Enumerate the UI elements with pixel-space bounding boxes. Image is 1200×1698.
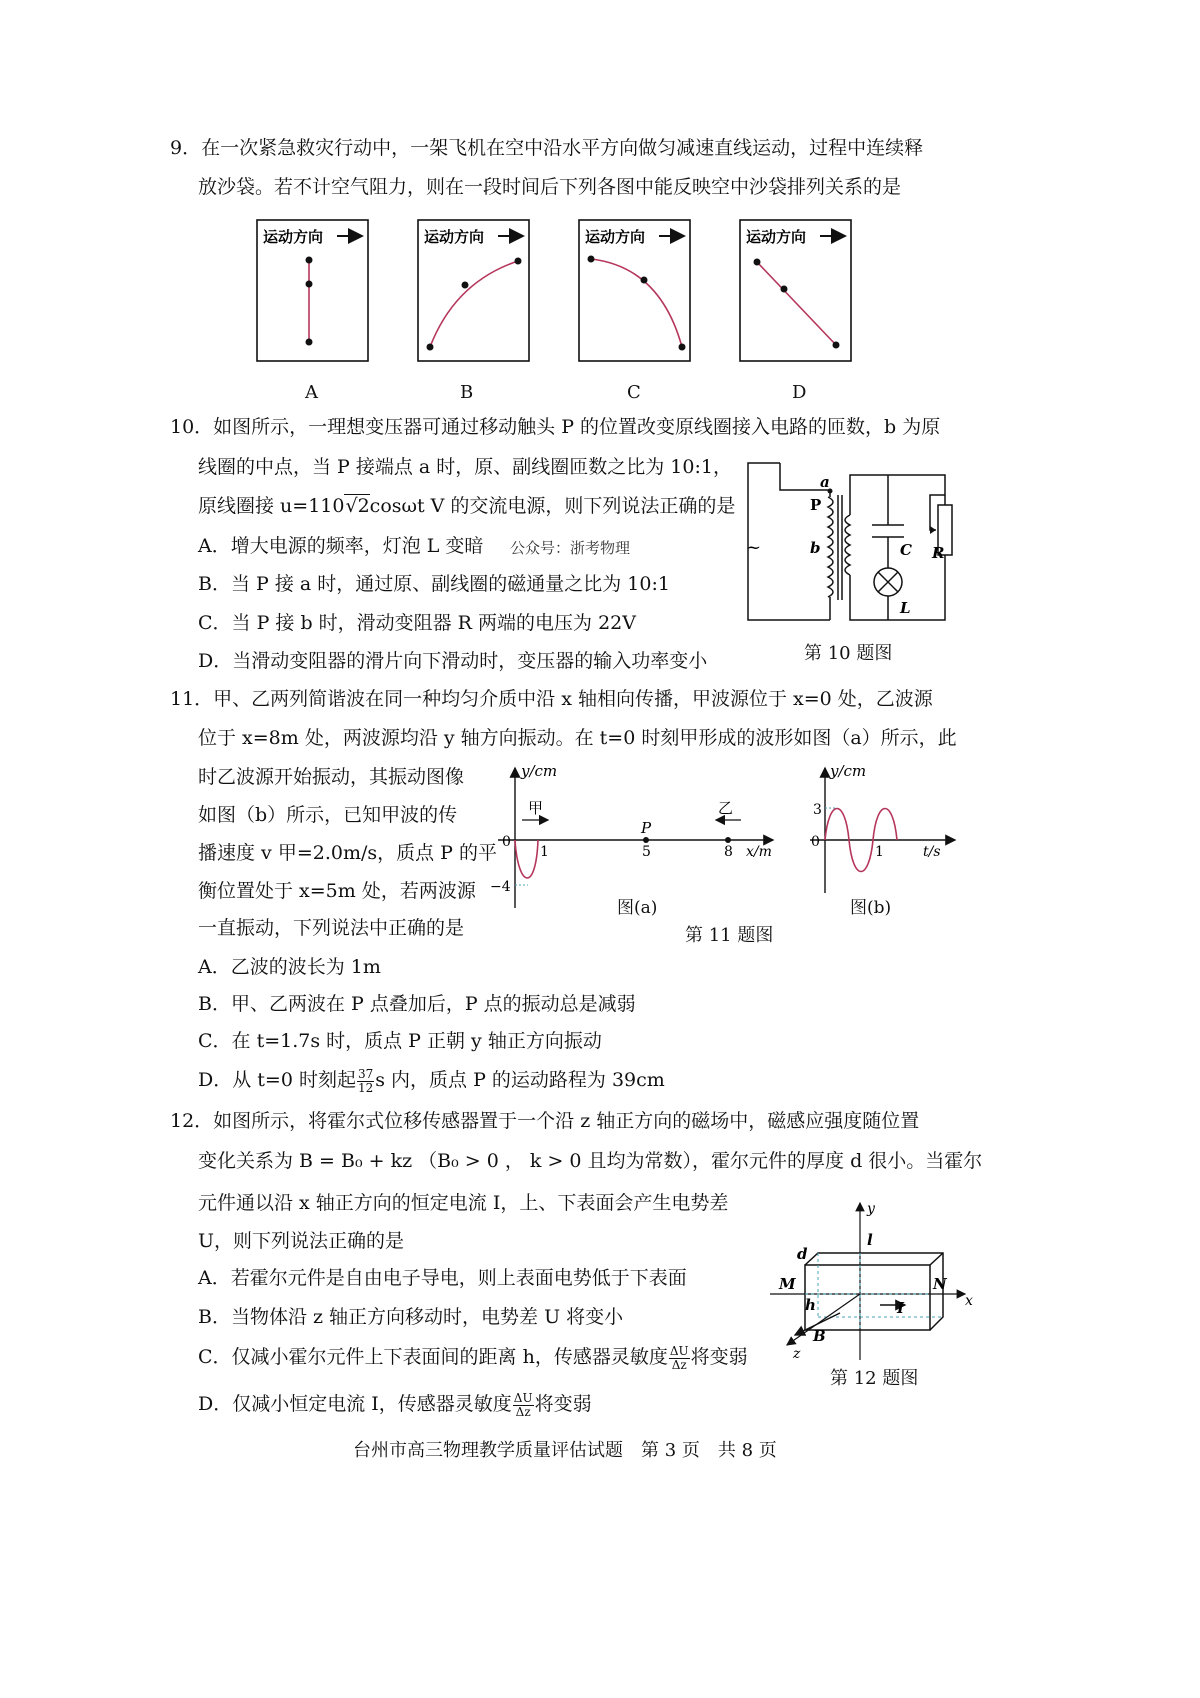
q12-option-b: B．当物体沿 z 轴正方向移动时，电势差 U 将变小: [198, 1306, 624, 1328]
q12-line-2: 变化关系为 B = B₀ + kz （B₀ > 0 ， k > 0 且均为常数），霍尔元件的厚度 d 很小。当霍尔: [198, 1150, 983, 1172]
q10-label-ac: ~: [746, 537, 762, 558]
q9-sandbag: [427, 344, 434, 351]
q11-wave-a-curve: [515, 840, 538, 878]
q10-circuit-figure: [740, 455, 960, 635]
q12-option-d-pre: D．仅减小恒定电流 I，传感器灵敏度: [198, 1393, 512, 1416]
q10-label-l: L: [900, 599, 911, 617]
q9-sandbag: [679, 344, 686, 351]
q12-label-y: y: [867, 1201, 875, 1217]
q9-direction-label-a: 运动方向: [263, 228, 324, 246]
watermark-text: 公众号：浙考物理: [510, 539, 631, 557]
q12-label-d: d: [797, 1245, 808, 1263]
q9-sandbag: [306, 339, 313, 346]
q11-line-3: 时乙波源开始振动，其振动图像: [198, 766, 465, 788]
q11-line-4: 如图（b）所示，已知甲波的传: [198, 804, 458, 826]
q10-figure-caption: 第 10 题图: [804, 643, 893, 664]
q12-label-n: N: [933, 1275, 947, 1293]
q9-option-a-label: A: [305, 382, 318, 403]
q9-sandbag-curve-b: [430, 261, 518, 347]
q10-label-c: C: [900, 541, 912, 559]
q11-fraction-num: 37: [357, 1067, 374, 1081]
q10-line-3: [198, 495, 735, 518]
q10-option-b: B．当 P 接 a 时，通过原、副线圈的磁通量之比为 10:1: [198, 573, 670, 595]
q10-line-1: 10．如图所示，一理想变压器可通过移动触头 P 的位置改变原线圈接入电路的匝数，b 为原: [170, 416, 941, 438]
q11-fraction: [357, 1068, 374, 1094]
q11-option-d-post: s 内，质点 P 的运动路程为 39cm: [375, 1069, 665, 1092]
q12-option-c: [198, 1345, 748, 1371]
q12-option-a: A．若霍尔元件是自由电子导电，则上表面电势低于下表面: [198, 1267, 687, 1289]
q11-b-tick-x: 1: [875, 844, 884, 860]
q11-line-2: 位于 x=8m 处，两波源均沿 y 轴方向振动。在 t=0 时刻甲形成的波形如图（a）所示，此: [198, 727, 957, 749]
q11-b-origin: 0: [811, 834, 820, 850]
q9-sandbag: [754, 259, 761, 266]
q9-direction-label-d: 运动方向: [746, 228, 807, 246]
q11-option-d-pre: D．从 t=0 时刻起: [198, 1069, 356, 1092]
q9-figures: [0, 212, 1200, 412]
q12-label-i: I: [897, 1299, 905, 1317]
q11-option-b: B．甲、乙两波在 P 点叠加后，P 点的振动总是减弱: [198, 993, 636, 1015]
q10-line-3-pre: 原线圈接 u=110: [198, 495, 345, 517]
q9-sandbag: [306, 281, 313, 288]
q12-label-b: B: [813, 1327, 826, 1345]
q9-sandbag-line-d: [757, 262, 836, 345]
q10-sqrt: √2: [345, 495, 370, 517]
q10-label-p: P: [810, 496, 822, 514]
q11-line-6: 衡位置处于 x=5m 处，若两波源: [198, 880, 476, 902]
q11-line-5: 播速度 v 甲=2.0m/s，质点 P 的平: [198, 842, 497, 864]
q11-figure-b-caption: 图(b): [850, 898, 892, 918]
q11-figure-caption: 第 11 题图: [685, 925, 774, 946]
q11-a-tick-1: 1: [540, 844, 549, 860]
q12-sensitivity-c: [669, 1345, 690, 1371]
page-footer: 台州市高三物理教学质量评估试题 第 3 页 共 8 页: [353, 1440, 777, 1461]
q12-line-4: U，则下列说法正确的是: [198, 1230, 405, 1252]
q9-figure-d: [740, 220, 851, 361]
q9-option-b-label: B: [460, 382, 474, 403]
q10-line-2: 线圈的中点，当 P 接端点 a 时，原、副线圈匝数之比为 10:1，: [198, 456, 732, 478]
q12-option-d: [198, 1392, 592, 1418]
q11-a-ylabel: y/cm: [521, 762, 558, 780]
q11-option-d: [198, 1068, 665, 1094]
q11-a-xlabel: x/m: [746, 844, 772, 860]
q12-label-z: z: [793, 1346, 801, 1362]
q12-option-c-post: 将变弱: [690, 1346, 748, 1369]
q12-sens-den-d: Δz: [515, 1404, 531, 1419]
q9-direction-label-b: 运动方向: [424, 228, 485, 246]
q12-option-d-post: 将变弱: [534, 1393, 592, 1416]
q9-option-c-label: C: [627, 382, 641, 403]
q12-option-c-pre: C．仅减小霍尔元件上下表面间的距离 h，传感器灵敏度: [198, 1346, 668, 1369]
q12-line-1: 12．如图所示，将霍尔式位移传感器置于一个沿 z 轴正方向的磁场中，磁感应强度随位置: [170, 1110, 920, 1132]
q12-label-h: h: [805, 1296, 816, 1314]
q10-label-a: a: [820, 473, 830, 491]
q11-a-point: P: [641, 819, 652, 837]
q11-option-a: A．乙波的波长为 1m: [198, 956, 381, 978]
q11-option-c: C．在 t=1.7s 时，质点 P 正朝 y 轴正方向振动: [198, 1030, 602, 1052]
q11-a-wave1: 甲: [528, 799, 544, 817]
q11-a-tick-y: −4: [490, 879, 511, 895]
q9-line-1: 9．在一次紧急救灾行动中，一架飞机在空中沿水平方向做匀减速直线运动，过程中连续释: [170, 137, 924, 159]
q11-b-tick-y: 3: [813, 802, 822, 818]
q11-b-ylabel: y/cm: [830, 762, 867, 780]
q11-figure-b: [805, 758, 965, 898]
q12-figure-caption: 第 12 题图: [830, 1368, 919, 1389]
q12-label-m: M: [779, 1275, 796, 1293]
q12-sens-num-c: ΔU: [669, 1344, 689, 1358]
q10-option-a: A．增大电源的频率，灯泡 L 变暗: [198, 535, 484, 557]
q9-figure-a: [257, 220, 368, 361]
q11-line-1: 11．甲、乙两列简谐波在同一种均匀介质中沿 x 轴相向传播，甲波源位于 x=0 处，乙波源: [170, 688, 933, 710]
q9-sandbag: [641, 277, 648, 284]
q9-figure-c: [579, 220, 690, 361]
q12-line-3: 元件通以沿 x 轴正方向的恒定电流 I，上、下表面会产生电势差: [198, 1192, 729, 1214]
q11-figure-a-caption: 图(a): [617, 898, 658, 918]
q12-label-l: l: [867, 1231, 873, 1249]
q11-fraction-den: 12: [357, 1080, 374, 1095]
q10-label-b: b: [810, 539, 821, 557]
q9-line-2: 放沙袋。若不计空气阻力，则在一段时间后下列各图中能反映空中沙袋排列关系的是: [198, 176, 902, 198]
q9-sandbag: [781, 286, 788, 293]
q11-a-wave2: 乙: [718, 799, 734, 817]
q10-line-3-post: cosωt V 的交流电源，则下列说法正确的是: [369, 495, 736, 517]
q11-a-tick-5: 5: [642, 844, 651, 860]
q12-sensitivity-d: [513, 1392, 534, 1418]
q10-label-r: R: [932, 544, 945, 562]
q9-direction-label-c: 运动方向: [585, 228, 646, 246]
q9-sandbag: [462, 282, 469, 289]
q12-sens-den-c: Δz: [671, 1357, 687, 1372]
q11-figure-a: [488, 758, 788, 918]
q9-sandbag: [515, 258, 522, 265]
q9-figure-b: [418, 220, 529, 361]
q11-a-tick-8: 8: [724, 844, 733, 860]
q11-line-7: 一直振动，下列说法中正确的是: [198, 917, 465, 939]
q11-b-xlabel: t/s: [923, 844, 941, 860]
q12-label-x: x: [965, 1293, 973, 1309]
q10-option-c: C．当 P 接 b 时，滑动变阻器 R 两端的电压为 22V: [198, 612, 636, 634]
q10-option-d: D．当滑动变阻器的滑片向下滑动时，变压器的输入功率变小: [198, 650, 708, 672]
q9-sandbag: [588, 256, 595, 263]
q9-sandbag: [833, 342, 840, 349]
q12-hall-figure: [765, 1195, 995, 1365]
q9-option-d-label: D: [792, 382, 807, 403]
q9-sandbag: [306, 257, 313, 264]
q12-sens-num-d: ΔU: [513, 1391, 533, 1405]
q11-a-origin: 0: [502, 834, 511, 850]
q9-sandbag-curve-c: [591, 259, 682, 347]
